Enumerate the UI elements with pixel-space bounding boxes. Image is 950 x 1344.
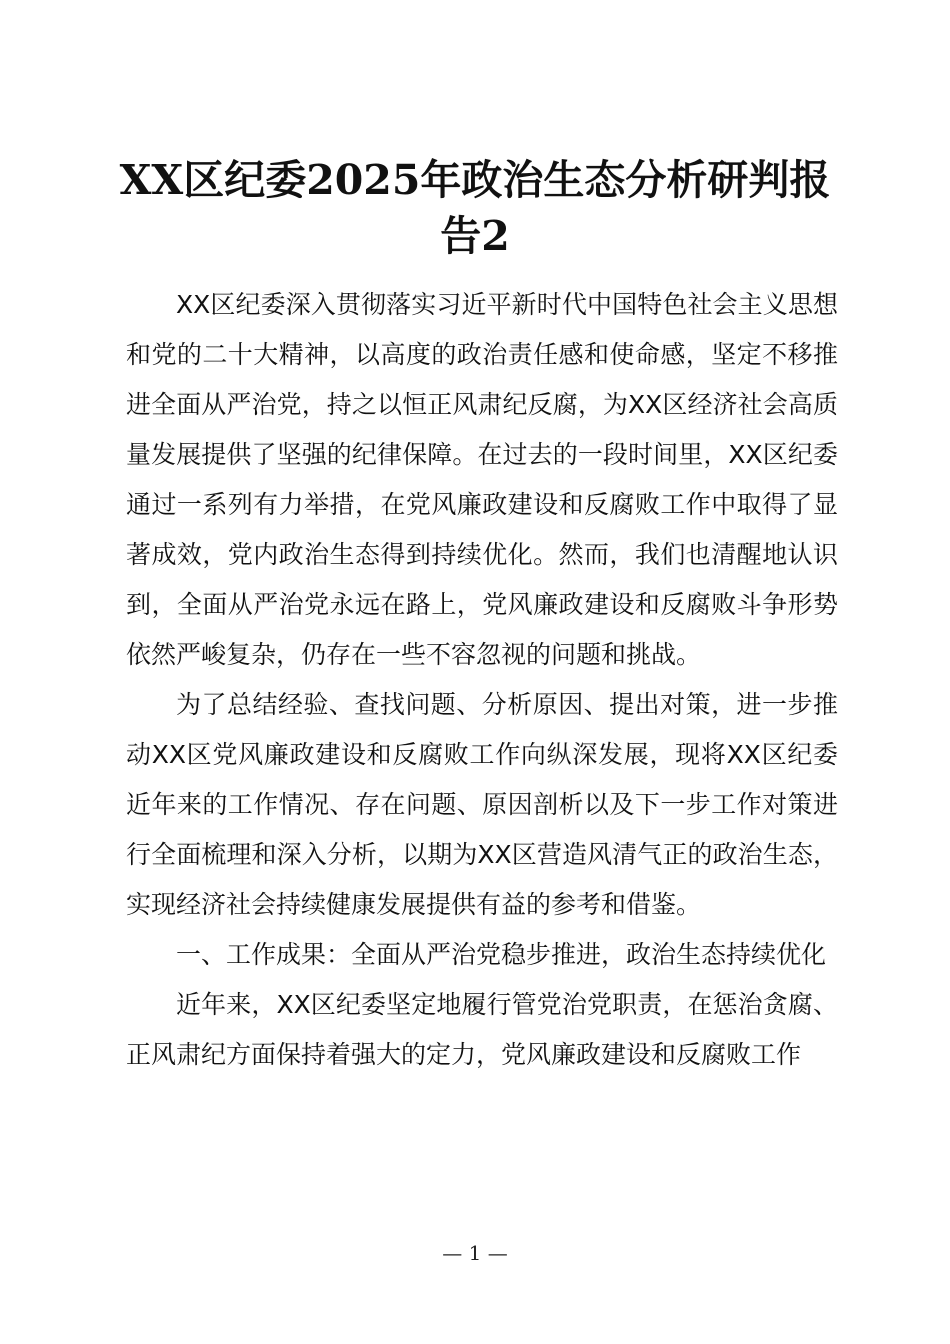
document-body — [126, 280, 838, 1080]
page-number: — 1 — — [442, 1241, 508, 1265]
paragraph-section-1: 近年来，XX区纪委坚定地履行管党治党职责，在惩治贪腐、正风肃纪方面保持着强大的定力，党风廉政建设和反腐败工作 — [126, 990, 838, 1069]
document-title: XX区纪委2025年政治生态分析研判报告2 — [119, 156, 831, 260]
section-heading-1: 一、工作成果：全面从严治党稳步推进，政治生态持续优化 — [176, 940, 827, 969]
paragraph-intro: XX区纪委深入贯彻落实习近平新时代中国特色社会主义思想和党的二十大精神，以高度的政治责任感和使命感，坚定不移推进全面从严治党，持之以恒正风肃纪反腐，为XX区经济社会高质量发展提供了坚强的纪律保障。在过去的一段时间里，XX区纪委通过一系列有力举措，在党风廉政建设和反腐败工作中取得了显著成效，党内政治生态得到持续优化。然而，我们也清醒地认识到，全面从严治党永远在路上，党风廉政建设和反腐败斗争形势依然严峻复杂，仍存在一些不容忽视的问题和挑战。 — [126, 290, 838, 669]
paragraph-purpose: 为了总结经验、查找问题、分析原因、提出对策，进一步推动XX区党风廉政建设和反腐败工作向纵深发展，现将XX区纪委近年来的工作情况、存在问题、原因剖析以及下一步工作对策进行全面梳理和深入分析，以期为XX区营造风清气正的政治生态，实现经济社会持续健康发展提供有益的参考和借鉴。 — [126, 690, 838, 919]
